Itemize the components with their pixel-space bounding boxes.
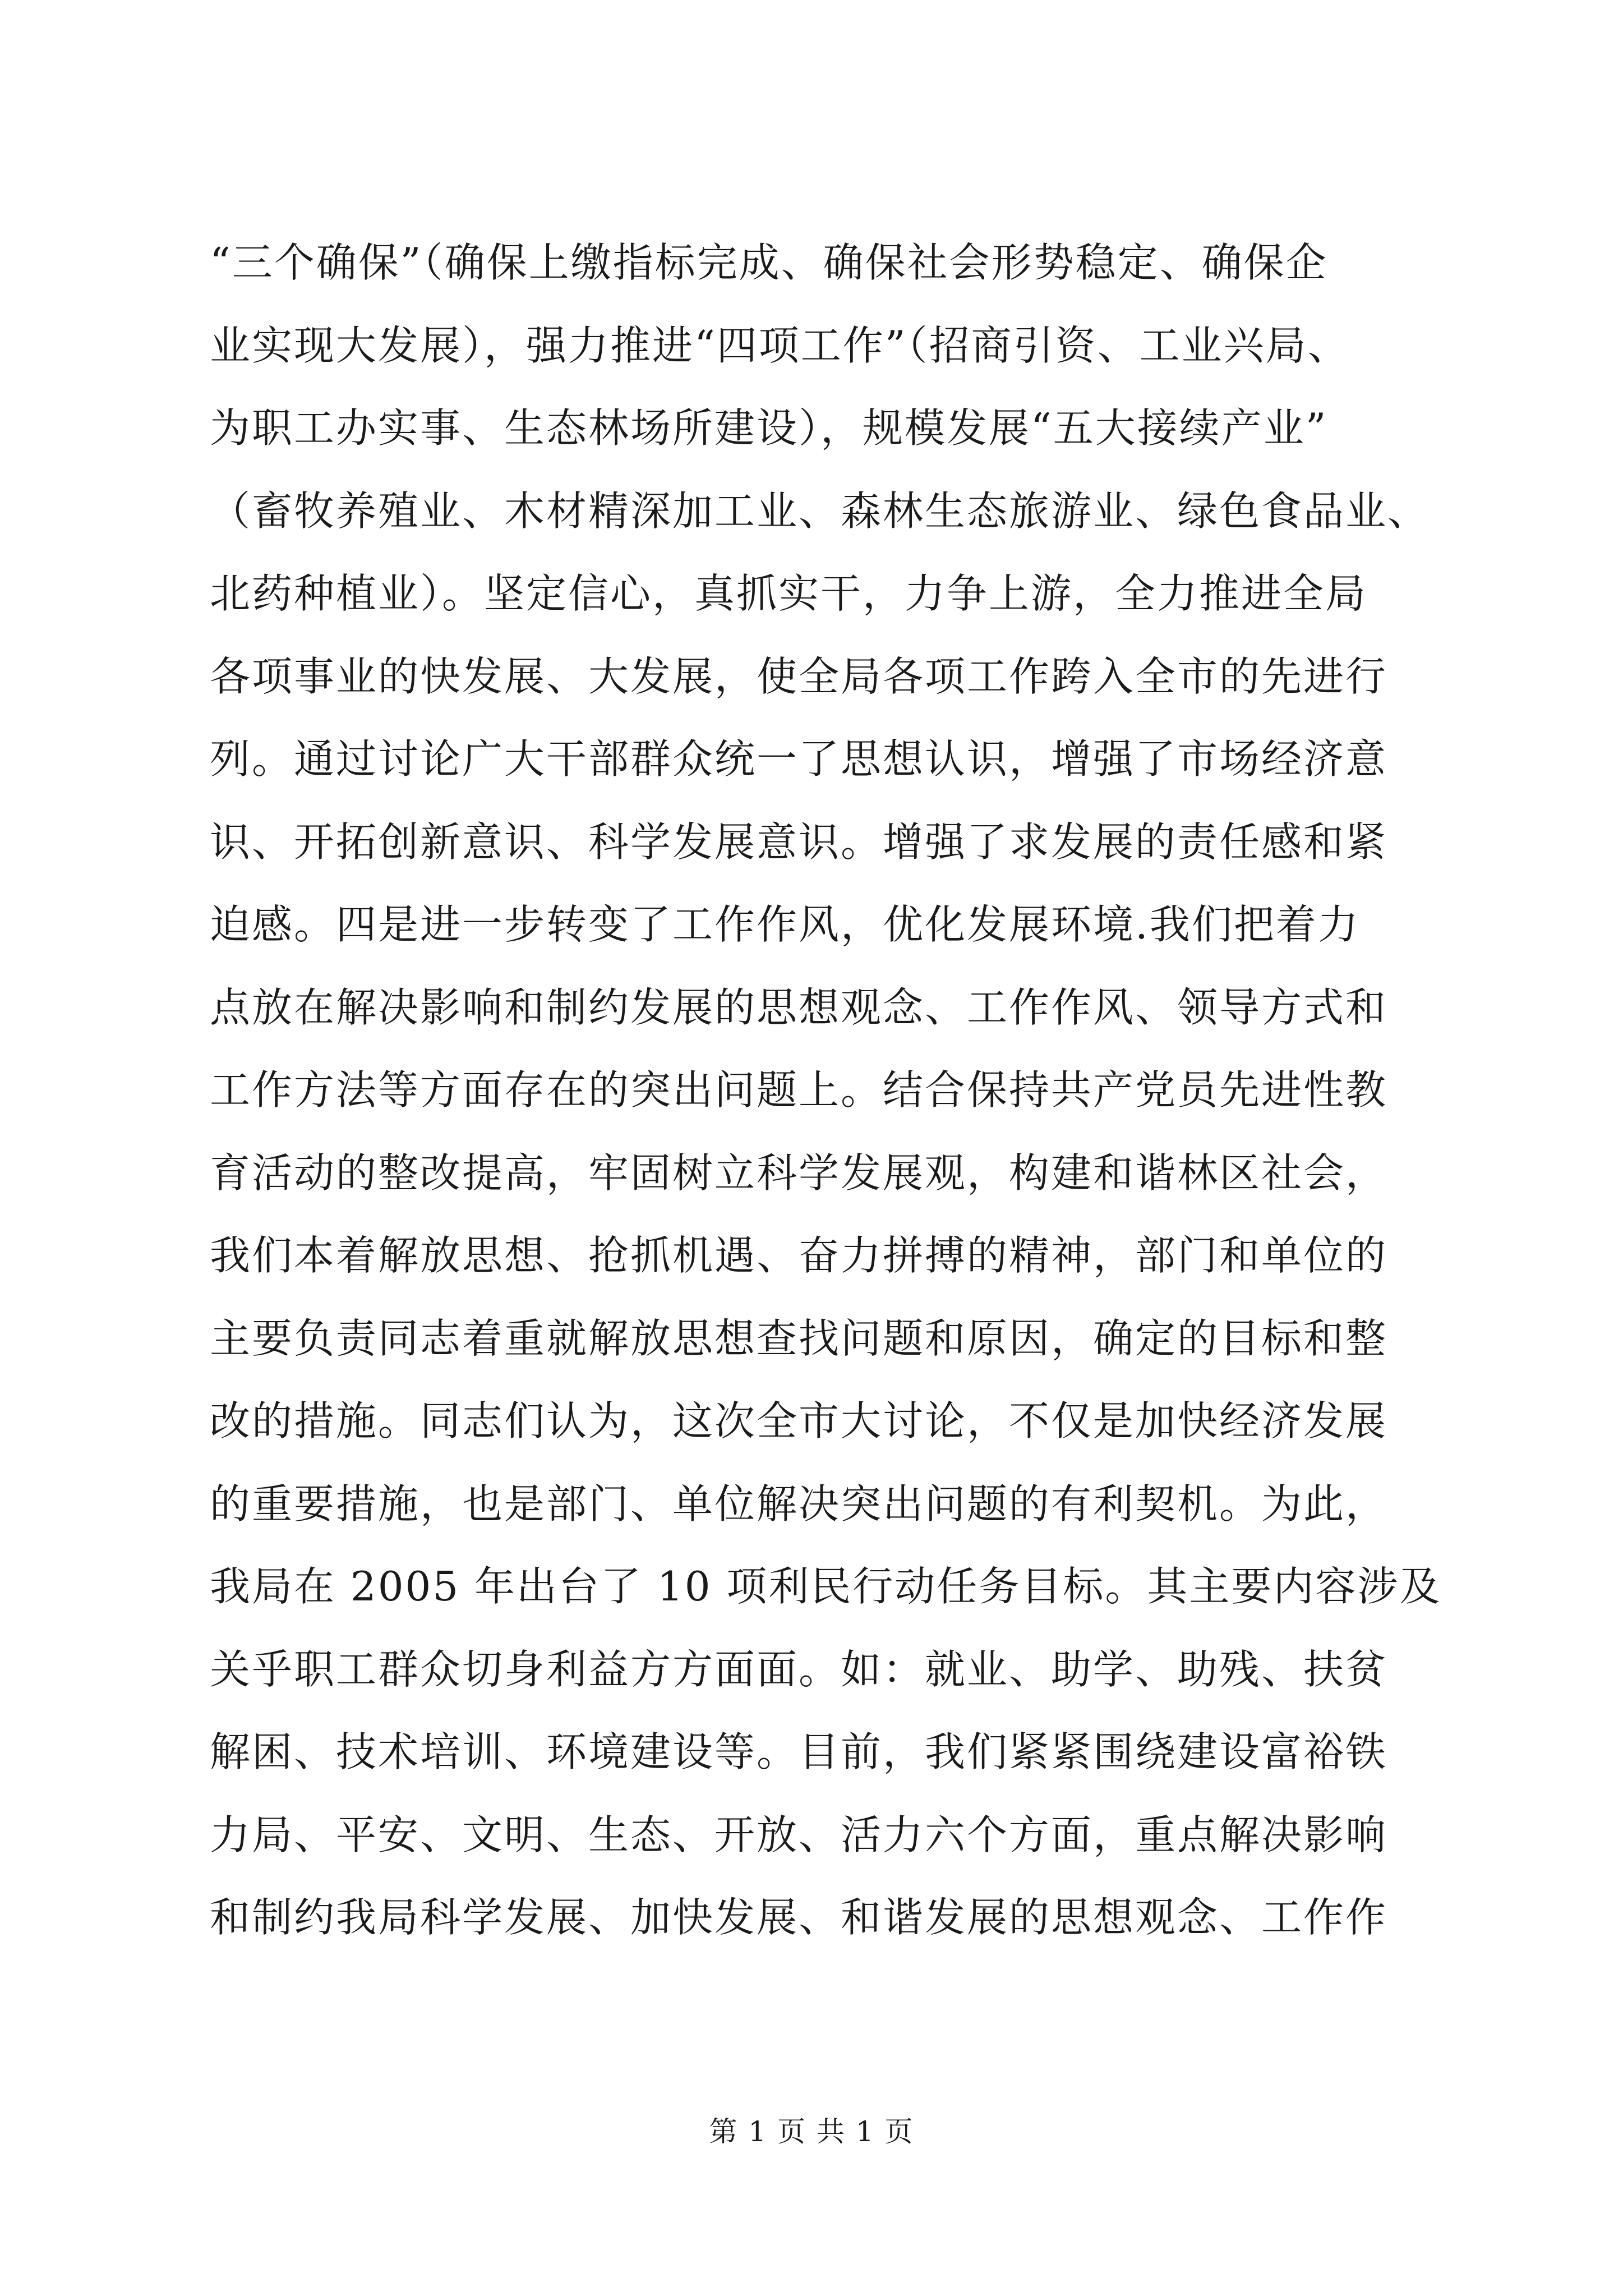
text-line: 的重要措施，也是部门、单位解决突出问题的有利契机。为此， — [210, 1480, 1388, 1527]
text-line: 解困、技术培训、环境建设等。目前，我们紧紧围绕建设富裕铁 — [210, 1728, 1388, 1775]
text-line: 为职工办实事、生态林场所建设），规模发展“五大接续产业” — [210, 404, 1328, 452]
text-line: （畜牧养殖业、木材精深加工业、森林生态旅游业、绿色食品业、 — [210, 487, 1430, 535]
text-line: 业实现大发展），强力推进“四项工作”（招商引资、工业兴局、 — [210, 321, 1350, 369]
text-line: 北药种植业）。坚定信心，真抓实干，力争上游，全力推进全局 — [210, 570, 1368, 617]
text-line: 列。通过讨论广大干部群众统一了思想认识，增强了市场经济意 — [210, 735, 1388, 783]
text-line: 主要负责同志着重就解放思想查找问题和原因，确定的目标和整 — [210, 1314, 1388, 1362]
text-line: 改的措施。同志们认为，这次全市大讨论，不仅是加快经济发展 — [210, 1397, 1388, 1444]
text-line: 识、开拓创新意识、科学发展意识。增强了求发展的责任感和紧 — [210, 818, 1388, 866]
text-line: 力局、平安、文明、生态、开放、活力六个方面，重点解决影响 — [210, 1811, 1388, 1858]
text-line: “三个确保”（确保上缴指标完成、确保社会形势稳定、确保企 — [210, 239, 1328, 286]
text-line: 我局在 2005 年出台了 10 项利民行动任务目标。其主要内容涉及 — [210, 1563, 1442, 1610]
body-text — [210, 222, 1442, 1959]
text-line: 育活动的整改提高，牢固树立科学发展观，构建和谐林区社会， — [210, 1149, 1388, 1197]
text-line: 和制约我局科学发展、加快发展、和谐发展的思想观念、工作作 — [210, 1894, 1388, 1941]
text-line: 点放在解决影响和制约发展的思想观念、工作作风、领导方式和 — [210, 983, 1388, 1031]
page-number: 第 1 页 共 1 页 — [709, 2115, 914, 2148]
page-footer — [0, 2115, 1623, 2148]
text-line: 工作方法等方面存在的突出问题上。结合保持共产党员先进性教 — [210, 1066, 1388, 1114]
text-line: 迫感。四是进一步转变了工作作风，优化发展环境.我们把着力 — [210, 901, 1360, 948]
text-line: 关乎职工群众切身利益方方面面。如：就业、助学、助残、扶贫 — [210, 1645, 1388, 1693]
text-line: 各项事业的快发展、大发展，使全局各项工作跨入全市的先进行 — [210, 652, 1388, 700]
text-line: 我们本着解放思想、抢抓机遇、奋力拼搏的精神，部门和单位的 — [210, 1232, 1388, 1279]
